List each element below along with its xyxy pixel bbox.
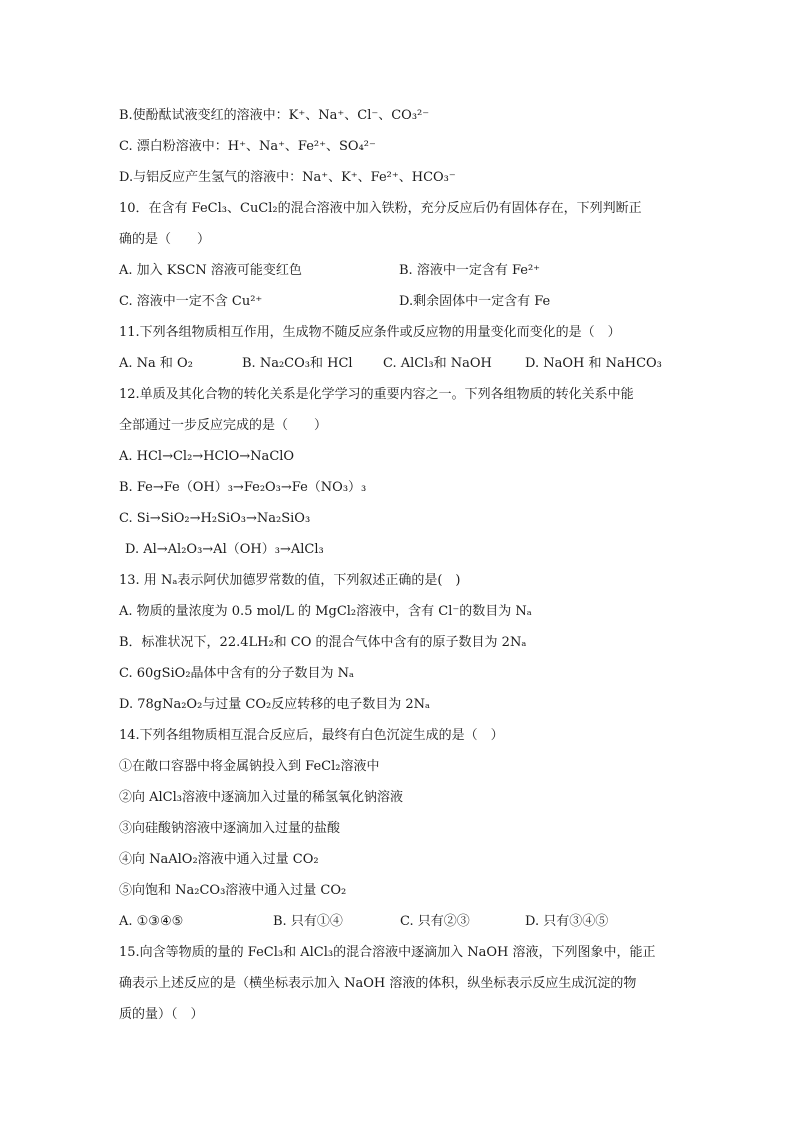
- q11-option-c: C. AlCl₃和 NaOH: [383, 356, 492, 371]
- q14-option-d: D. 只有③④⑤: [525, 914, 609, 929]
- q9-option-c: C. 漂白粉溶液中：H⁺、Na⁺、Fe²⁺、SO₄²⁻: [119, 139, 376, 154]
- q10-options-cd: [119, 286, 679, 317]
- q13-option-c: C. 60gSiO₂晶体中含有的分子数目为 Nₐ: [119, 666, 355, 681]
- q12-option-a: A. HCl→Cl₂→HClO→NaClO: [119, 449, 295, 464]
- q10-option-b: B. 溶液中一定含有 Fe²⁺: [399, 263, 541, 278]
- q9-option-b: B.使酚酞试液变红的溶液中：K⁺、Na⁺、Cl⁻、CO₃²⁻: [119, 108, 430, 123]
- q14-option-b: B. 只有①④: [273, 914, 343, 929]
- q13-stem: 13. 用 Nₐ表示阿伏加德罗常数的值，下列叙述正确的是( ): [119, 573, 461, 588]
- q15-stem-line2: 确表示上述反应的是（横坐标表示加入 NaOH 溶液的体积，纵坐标表示反应生成沉淀的物: [119, 976, 637, 991]
- q14-item-2: ②向 AlCl₃溶液中逐滴加入过量的稀氢氧化钠溶液: [119, 790, 403, 805]
- q10-option-a: A. 加入 KSCN 溶液可能变红色: [119, 263, 302, 278]
- q15-stem-line3: 质的量）（ ）: [119, 1007, 204, 1022]
- q13-option-d: D. 78gNa₂O₂与过量 CO₂反应转移的电子数目为 2Nₐ: [119, 697, 431, 712]
- q9-option-d: D.与铝反应产生氢气的溶液中：Na⁺、K⁺、Fe²⁺、HCO₃⁻: [119, 170, 456, 185]
- q12-option-c: C. Si→SiO₂→H₂SiO₃→Na₂SiO₃: [119, 511, 311, 526]
- q13-option-a: A. 物质的量浓度为 0.5 mol/L 的 MgCl₂溶液中，含有 Cl⁻的数目为 Nₐ: [119, 604, 532, 619]
- q12-stem-line2: 全部通过一步反应完成的是（ ）: [119, 418, 328, 433]
- q11-stem: 11.下列各组物质相互作用，生成物不随反应条件或反应物的用量变化而变化的是（ ）: [119, 325, 621, 340]
- q11-options: [119, 348, 679, 379]
- q12-stem-line1: 12.单质及其化合物的转化关系是化学学习的重要内容之一。下列各组物质的转化关系中能: [119, 387, 634, 402]
- q11-option-b: B. Na₂CO₃和 HCl: [242, 356, 353, 371]
- q14-item-1: ①在敞口容器中将金属钠投入到 FeCl₂溶液中: [119, 759, 380, 774]
- q14-option-c: C. 只有②③: [400, 914, 470, 929]
- q10-options-ab: [119, 255, 679, 286]
- q14-item-3: ③向硅酸钠溶液中逐滴加入过量的盐酸: [119, 821, 341, 836]
- q10-option-c: C. 溶液中一定不含 Cu²⁺: [119, 294, 263, 309]
- q14-stem: 14.下列各组物质相互混合反应后，最终有白色沉淀生成的是（ ）: [119, 728, 504, 743]
- q14-options: [119, 906, 679, 937]
- q14-item-4: ④向 NaAlO₂溶液中通入过量 CO₂: [119, 852, 319, 867]
- q12-option-d: D. Al→Al₂O₃→Al（OH）₃→AlCl₃: [125, 542, 324, 557]
- q11-option-d: D. NaOH 和 NaHCO₃: [525, 356, 662, 371]
- q10-stem-line2: 确的是（ ）: [119, 232, 211, 247]
- q10-option-d: D.剩余固体中一定含有 Fe: [399, 294, 551, 309]
- q11-option-a: A. Na 和 O₂: [119, 356, 193, 371]
- q14-item-5: ⑤向饱和 Na₂CO₃溶液中通入过量 CO₂: [119, 883, 347, 898]
- q13-option-b: B．标准状况下，22.4LH₂和 CO 的混合气体中含有的原子数目为 2Nₐ: [119, 635, 527, 650]
- q10-stem-line1: 10．在含有 FeCl₃、CuCl₂的混合溶液中加入铁粉，充分反应后仍有固体存在，下列判断正: [119, 201, 642, 216]
- q14-option-a: A. ①③④⑤: [119, 914, 184, 929]
- q15-stem-line1: 15.向含等物质的量的 FeCl₃和 AlCl₃的混合溶液中逐滴加入 NaOH 溶液，下列图象中，能正: [119, 945, 656, 960]
- q12-option-b: B. Fe→Fe（OH）₃→Fe₂O₃→Fe（NO₃）₃: [119, 480, 367, 495]
- exam-page: [119, 100, 679, 1030]
